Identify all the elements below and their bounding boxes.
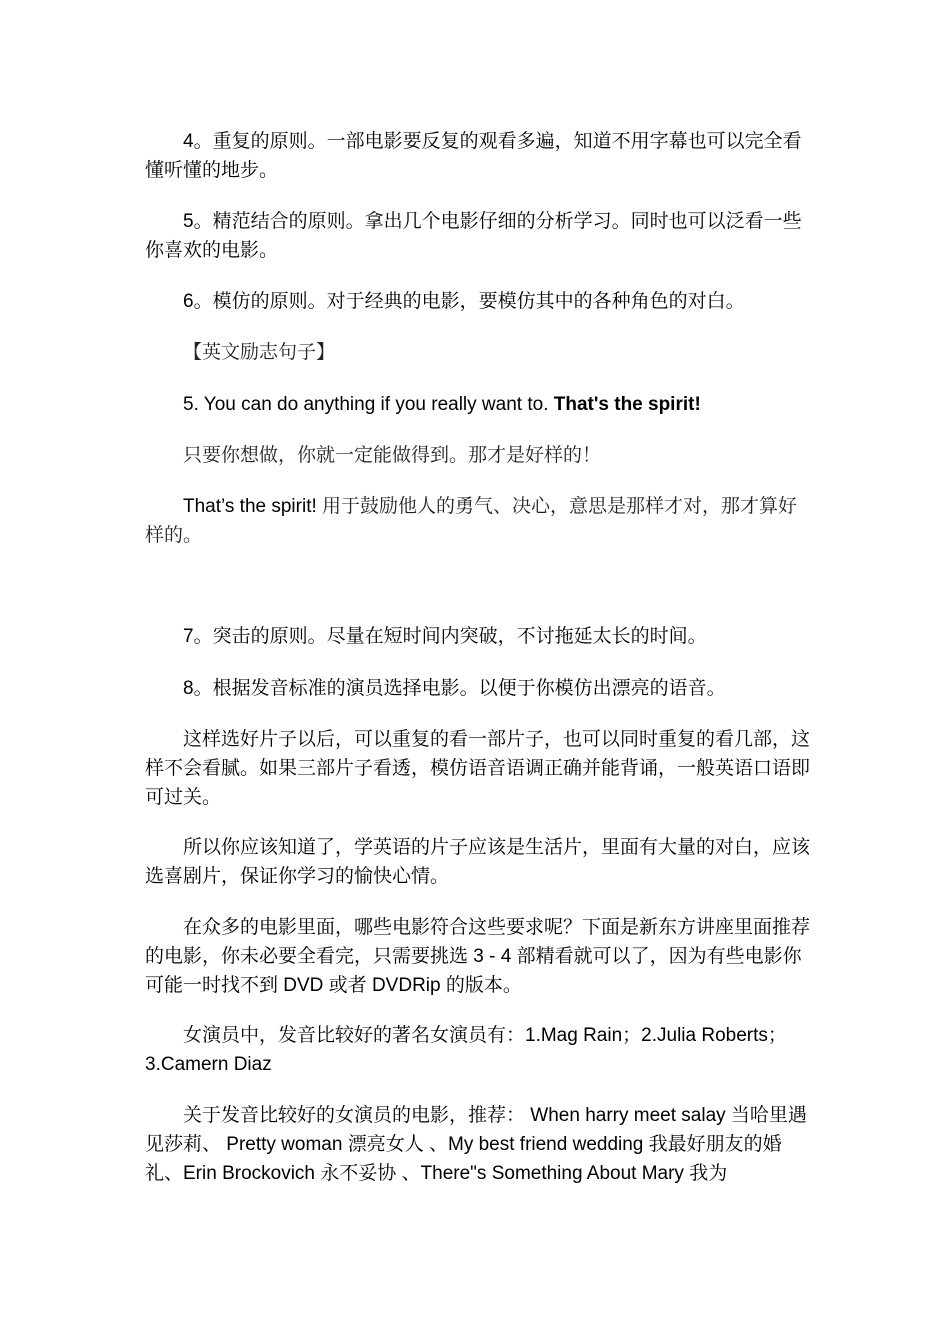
paragraph-recommended-films: 在众多的电影里面，哪些电影符合这些要求呢？下面是新东方讲座里面推荐的电影，你未必要全看完，只需要挑选 3 - 4 部精看就可以了，因为有些电影你可能一时找不到 DVD 或者 DVDRip 的版本。 xyxy=(145,917,811,996)
paragraph-intensive-extensive-principle: 5。精范结合的原则。拿出几个电影仔细的分析学习。同时也可以泛看一些你喜欢的电影。 xyxy=(145,211,802,261)
spirit-chinese: 用于鼓励他人的勇气、决心，意思是那样才对，那才算好样的。 xyxy=(145,495,798,546)
paragraph-actor-selection: 8。根据发音标准的演员选择电影。以便于你模仿出漂亮的语音。 xyxy=(183,678,726,699)
paragraph-assault-principle: 7。突击的原则。尽量在短时间内突破，不讨拖延太长的时间。 xyxy=(183,626,707,647)
paragraph-repetition-principle: 4。重复的原则。一部电影要反复的观看多遍，知道不用字幕也可以完全看懂听懂的地步。 xyxy=(145,131,802,181)
paragraph-life-films: 所以你应该知道了，学英语的片子应该是生活片，里面有大量的对白，应该选喜剧片，保证你学习的愉快心情。 xyxy=(145,837,811,887)
spirit-english: That’s the spirit! xyxy=(183,496,323,517)
quote-english xyxy=(145,390,810,419)
quote-section-header: 【英文励志句子】 xyxy=(183,341,336,363)
paragraph-actress-films: 关于发音比较好的女演员的电影，推荐： When harry meet salay 当哈里遇见莎莉、 Pretty woman 漂亮女人 、My best friend wedding 我最好朋友的婚礼、Erin Brockovich 永不妥协 、There"s Something About Mary 我为 xyxy=(145,1105,807,1184)
paragraph-imitation-principle: 6。模仿的原则。对于经典的电影，要模仿其中的各种角色的对白。 xyxy=(183,291,745,312)
spirit-explanation xyxy=(145,492,810,550)
paragraph-repeat-viewing: 这样选好片子以后，可以重复的看一部片子，也可以同时重复的看几部，这样不会看腻。如果三部片子看透，模仿语音语调正确并能背诵，一般英语口语即可过关。 xyxy=(145,729,811,808)
quote-english-text: 5. You can do anything if you really want to. xyxy=(183,394,554,415)
paragraph-actresses: 女演员中，发音比较好的著名女演员有：1.Mag Rain；2.Julia Roberts；3.Camern Diaz xyxy=(145,1025,787,1075)
quote-chinese: 只要你想做，你就一定能做得到。那才是好样的！ xyxy=(183,444,602,466)
quote-english-bold: That's the spirit! xyxy=(553,394,701,415)
